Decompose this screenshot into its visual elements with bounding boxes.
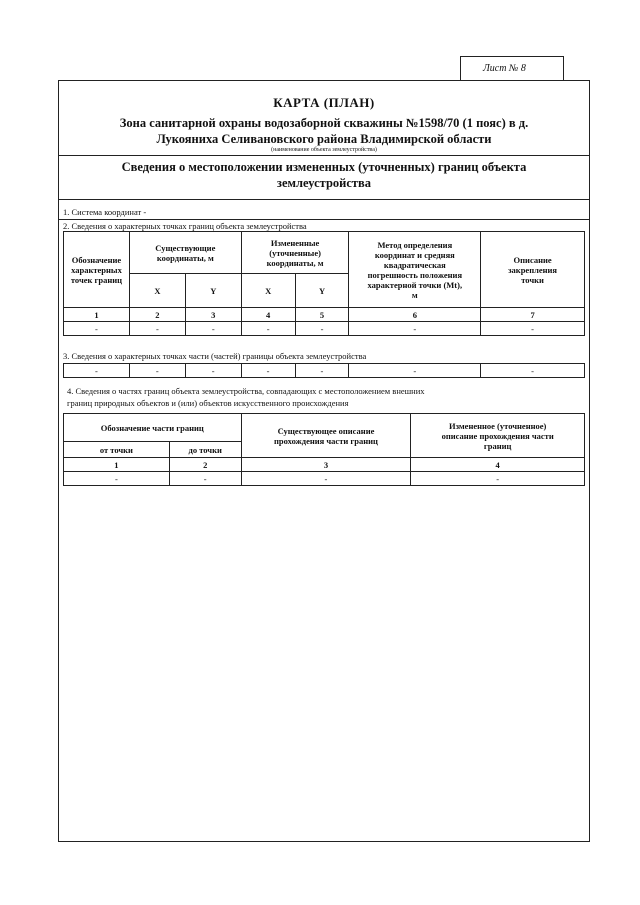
shared-boundaries-table bbox=[63, 413, 585, 486]
sheet-number: Лист № 8 bbox=[460, 56, 564, 80]
col-number: 3 bbox=[185, 308, 241, 322]
col-number: 3 bbox=[241, 458, 411, 472]
header-existing-description: Существующее описание прохождения части границ bbox=[241, 414, 411, 458]
table-cell: - bbox=[241, 322, 295, 336]
divider bbox=[59, 219, 589, 220]
col-number: 4 bbox=[411, 458, 585, 472]
table-cell: - bbox=[349, 364, 481, 378]
boundary-points-table bbox=[63, 231, 585, 336]
col-number: 2 bbox=[169, 458, 241, 472]
document-frame bbox=[58, 80, 590, 842]
col-number: 1 bbox=[64, 458, 170, 472]
table-cell: - bbox=[349, 322, 481, 336]
col-number: 4 bbox=[241, 308, 295, 322]
table-cell: - bbox=[64, 364, 130, 378]
table-cell: - bbox=[185, 364, 241, 378]
col-x-existing: X bbox=[129, 274, 185, 308]
header-changed-coords: Измененные (уточненные) координаты, м bbox=[241, 232, 349, 274]
table-cell: - bbox=[169, 472, 241, 486]
table-cell: - bbox=[129, 322, 185, 336]
header-point: Обозначение характерных точек границ bbox=[64, 232, 130, 308]
header-description: Описание закрепления точки bbox=[481, 232, 585, 308]
section-3-label: 3. Сведения о характерных точках части (частей) границы объекта землеустройства bbox=[63, 351, 367, 361]
col-from-point: от точки bbox=[64, 442, 170, 458]
header-changed-description: Измененное (уточненное) описание прохождения части границ bbox=[411, 414, 585, 458]
section-4-line-2: границ природных объектов и (или) объектов искусственного происхождения bbox=[67, 398, 349, 408]
header-part: Обозначение части границ bbox=[64, 414, 242, 442]
section-4-line-1: 4. Сведения о частях границ объекта землеустройства, совпадающих с местоположением внешних bbox=[67, 386, 425, 396]
zone-title bbox=[59, 115, 589, 147]
table-cell: - bbox=[295, 322, 349, 336]
table-cell: - bbox=[411, 472, 585, 486]
header-existing-coords: Существующие координаты, м bbox=[129, 232, 241, 274]
section-line-1: Сведения о местоположении измененных (уточненных) границ объекта bbox=[121, 160, 527, 174]
section-line-2: землеустройства bbox=[276, 176, 372, 190]
col-y-existing: Y bbox=[185, 274, 241, 308]
doc-title: КАРТА (ПЛАН) bbox=[273, 95, 375, 110]
col-number: 7 bbox=[481, 308, 585, 322]
section-2-label: 2. Сведения о характерных точках границ объекта землеустройства bbox=[63, 221, 307, 231]
object-note: (наименование объекта землеустройства) bbox=[271, 147, 377, 153]
section-4-label bbox=[67, 385, 425, 409]
table-cell: - bbox=[241, 364, 295, 378]
table-cell: - bbox=[129, 364, 185, 378]
table-cell: - bbox=[481, 364, 585, 378]
table-cell: - bbox=[64, 322, 130, 336]
table-cell: - bbox=[241, 472, 411, 486]
zone-line-1: Зона санитарной охраны водозаборной скважины №1598/70 (1 пояс) в д. bbox=[119, 116, 529, 130]
table-cell: - bbox=[481, 322, 585, 336]
table-cell: - bbox=[185, 322, 241, 336]
col-y-changed: Y bbox=[295, 274, 349, 308]
zone-line-2: Лукояниха Селивановского района Владимирской области bbox=[156, 132, 492, 146]
header-method: Метод определения координат и средняя квадратическая погрешность положения характерной точки (Mt), м bbox=[349, 232, 481, 308]
part-points-table bbox=[63, 363, 585, 378]
section-1-label: 1. Система координат - bbox=[63, 207, 147, 217]
table-cell: - bbox=[295, 364, 349, 378]
col-number: 5 bbox=[295, 308, 349, 322]
divider bbox=[59, 199, 589, 200]
table-cell: - bbox=[64, 472, 170, 486]
col-to-point: до точки bbox=[169, 442, 241, 458]
divider bbox=[59, 155, 589, 156]
col-number: 6 bbox=[349, 308, 481, 322]
section-title bbox=[59, 159, 589, 191]
col-number: 1 bbox=[64, 308, 130, 322]
col-x-changed: X bbox=[241, 274, 295, 308]
col-number: 2 bbox=[129, 308, 185, 322]
